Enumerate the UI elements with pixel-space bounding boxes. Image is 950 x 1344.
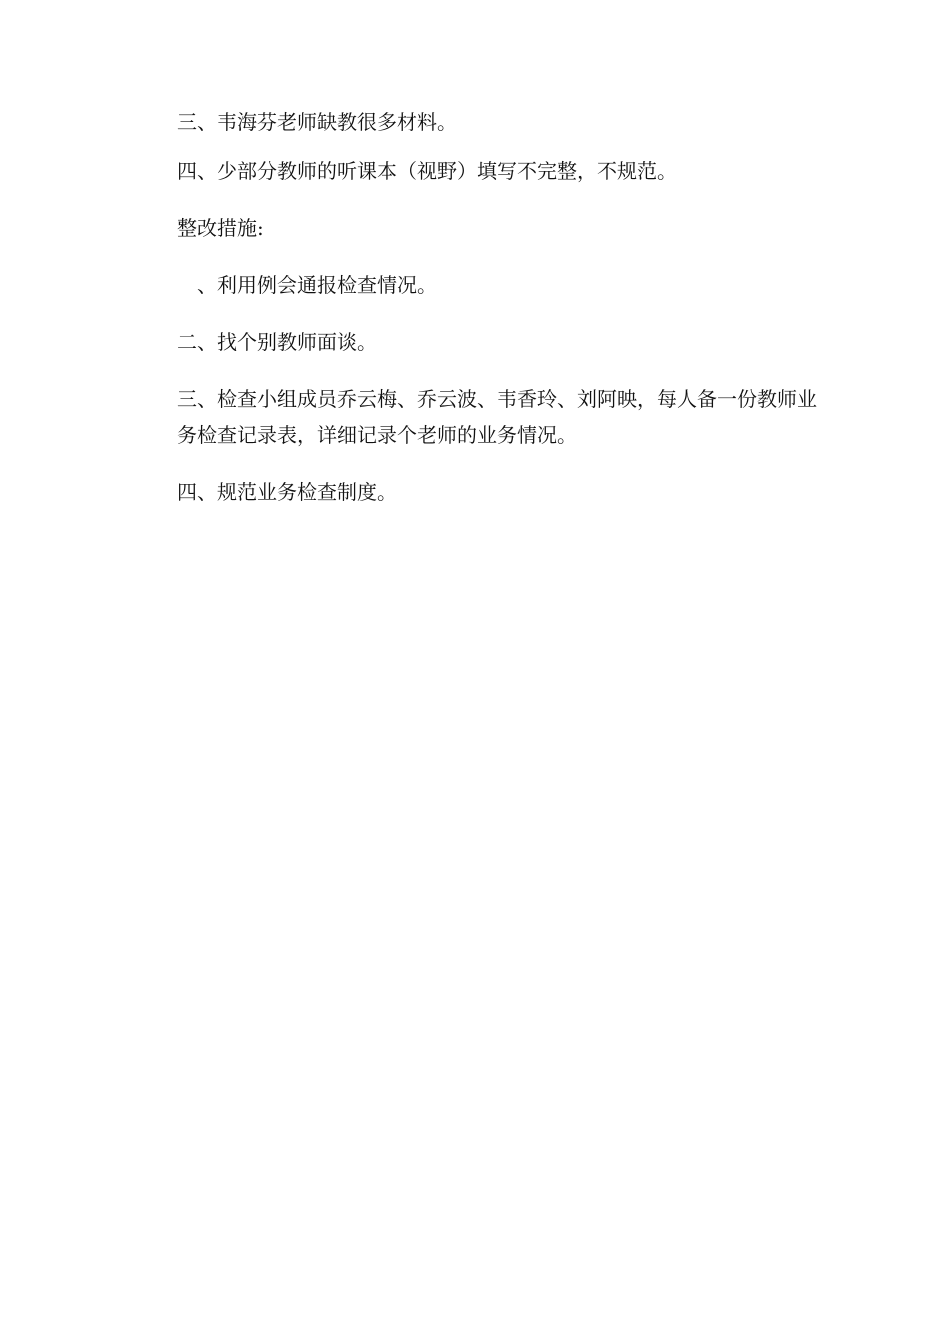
- measure-paragraph-4: 四、规范业务检查制度。: [177, 480, 397, 504]
- measure-paragraph-3: 三、检查小组成员乔云梅、乔云波、韦香玲、刘阿映，每人备一份教师业务检查记录表，详细记录个老师的业务情况。: [177, 387, 817, 447]
- measure-paragraph-1: 、利用例会通报检查情况。: [197, 273, 437, 297]
- issue-paragraph-4: 四、少部分教师的听课本（视野）填写不完整，不规范。: [177, 159, 677, 183]
- section-heading-rectification: 整改措施:: [177, 216, 264, 240]
- issue-paragraph-3: 三、韦海芬老师缺教很多材料。: [177, 110, 457, 134]
- document-body: [177, 104, 817, 510]
- measure-paragraph-2: 二、找个别教师面谈。: [177, 330, 377, 354]
